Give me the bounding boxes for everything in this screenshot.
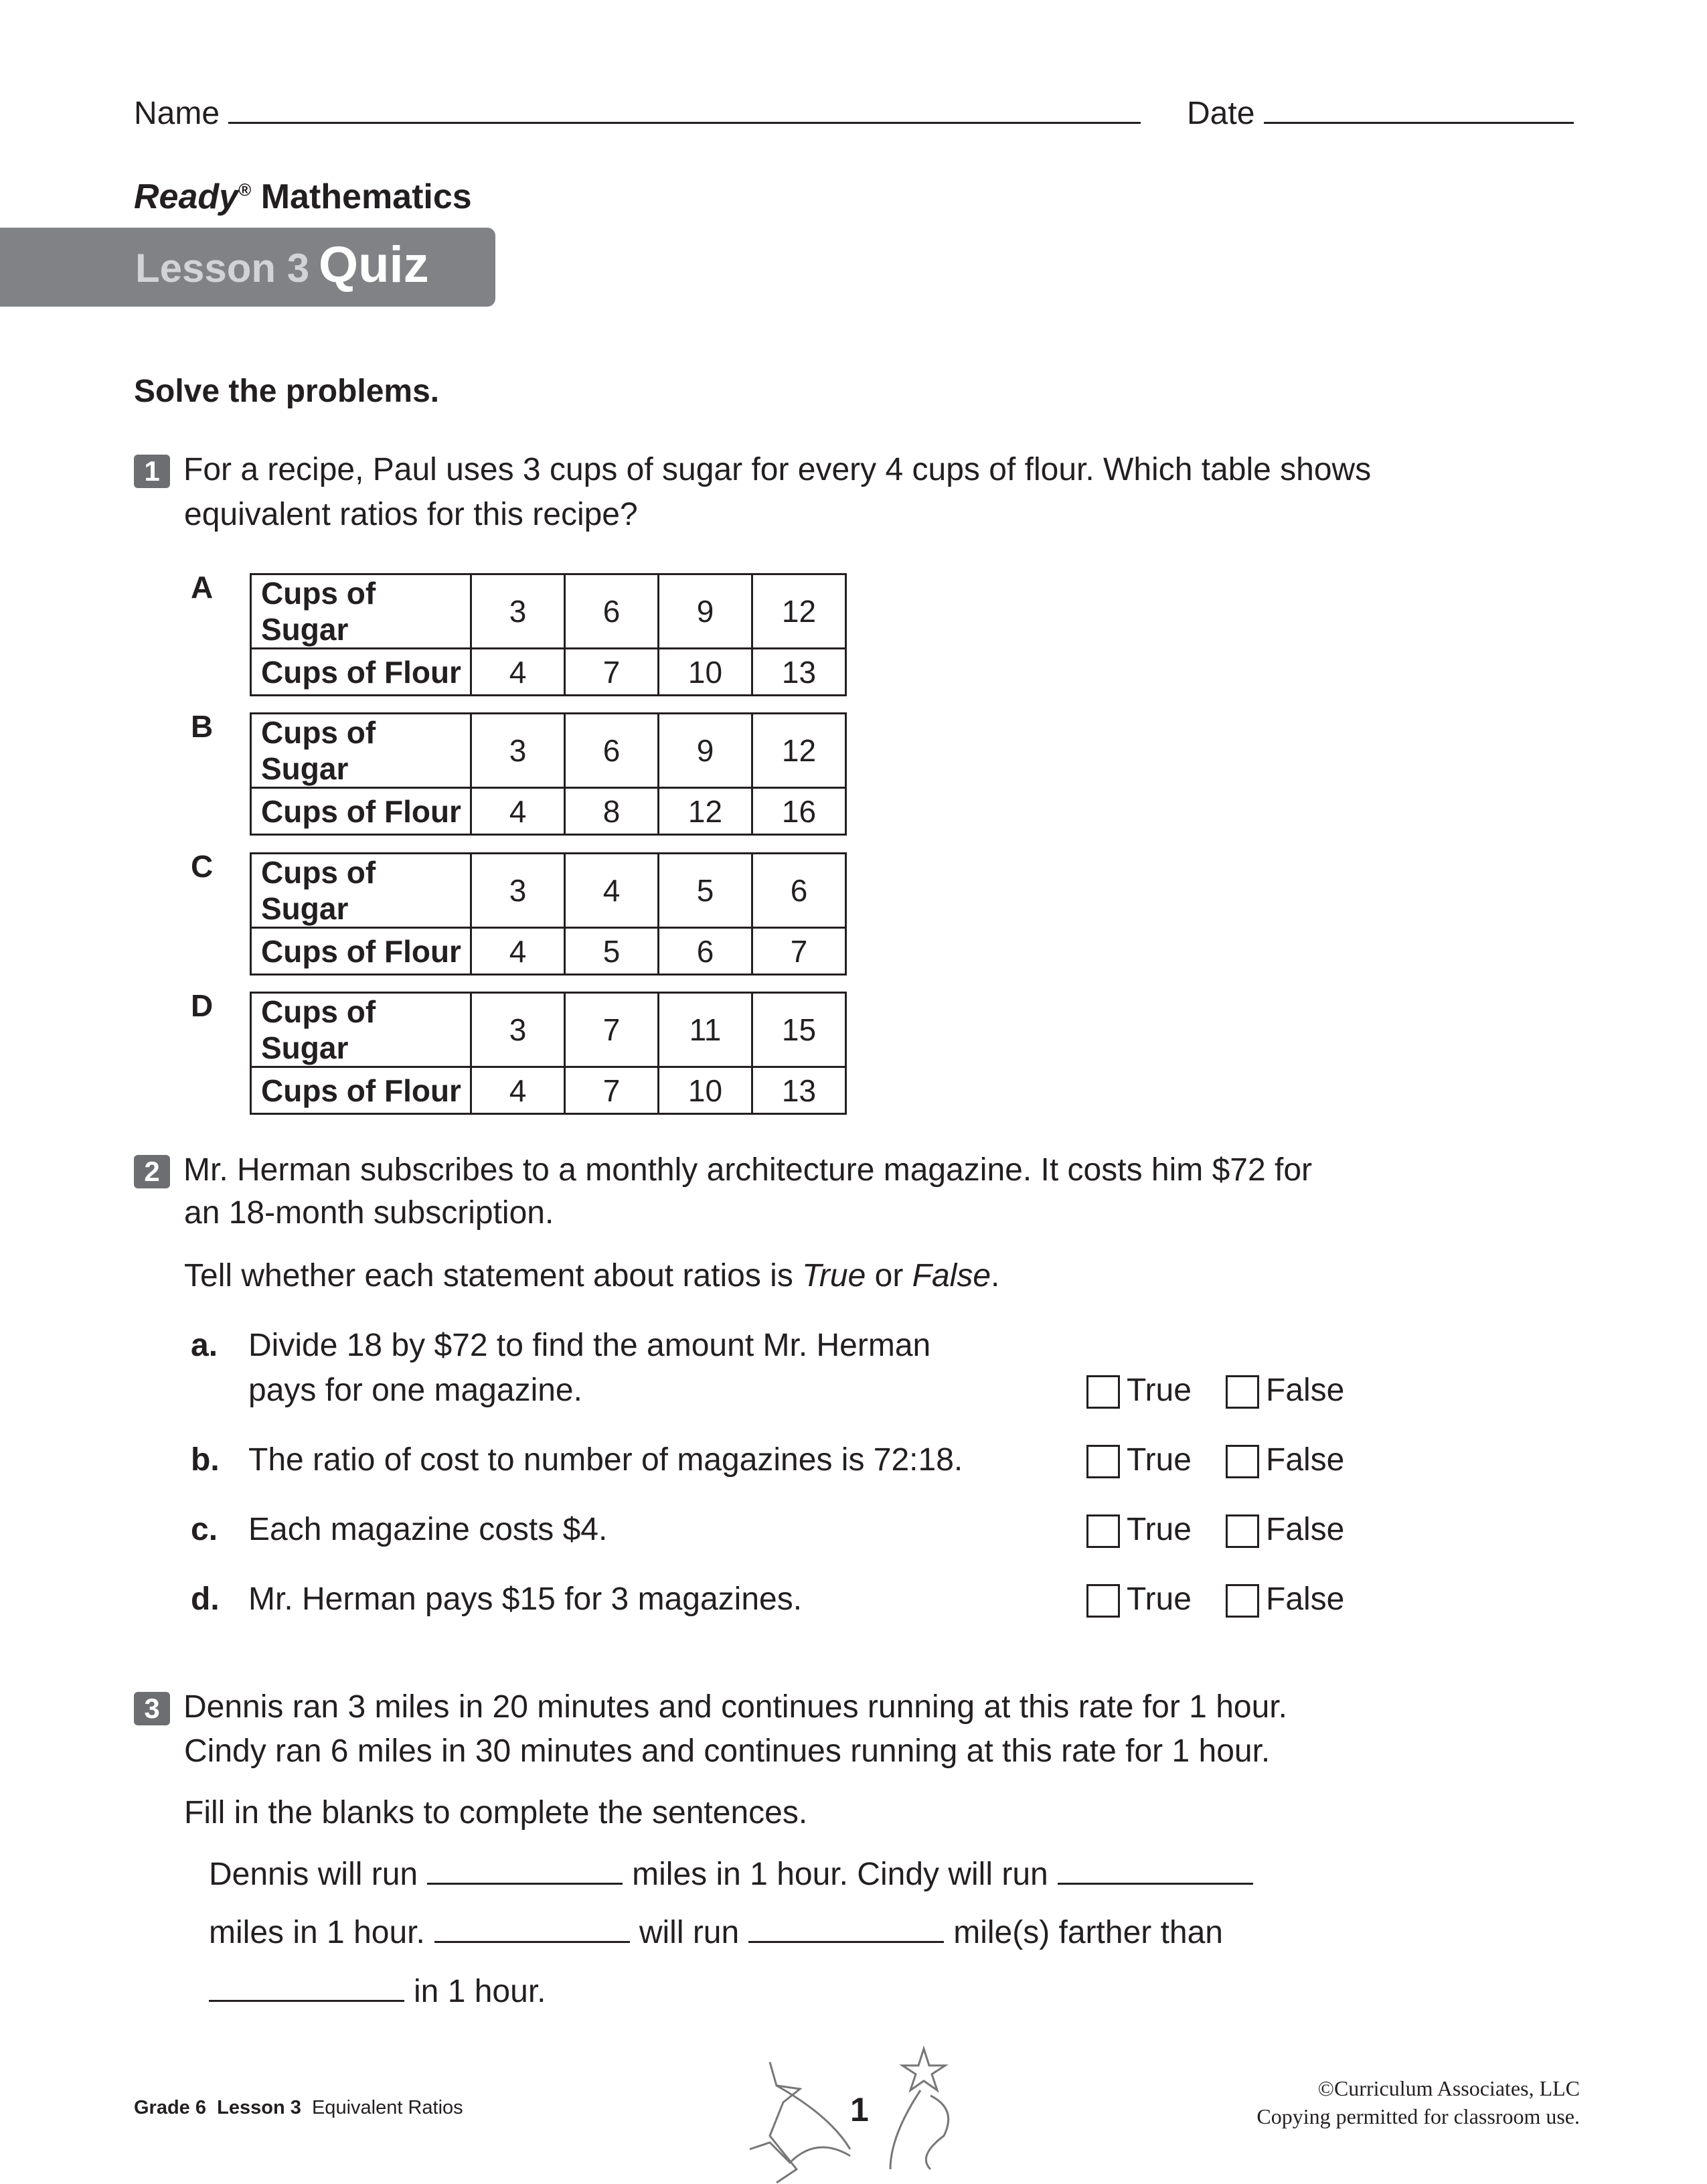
option-c-table[interactable] [250, 852, 847, 976]
table-cell: 10 [659, 1067, 752, 1114]
false-checkbox[interactable] [1226, 1579, 1344, 1620]
table-row [251, 788, 846, 835]
checkbox[interactable] [1226, 1375, 1259, 1409]
statement-text: Each magazine costs $4. [248, 1512, 608, 1547]
checkbox[interactable] [1086, 1375, 1120, 1409]
table-row [251, 993, 846, 1067]
sentence-2: miles in 1 hour. will run mile(s) farther than [209, 1915, 1223, 1950]
checkbox[interactable] [1226, 1584, 1259, 1618]
checkbox[interactable] [1086, 1514, 1120, 1548]
false-checkbox[interactable] [1226, 1440, 1344, 1480]
true-checkbox[interactable] [1086, 1510, 1192, 1550]
checkbox[interactable] [1086, 1584, 1120, 1618]
question-3-prompt: Fill in the blanks to complete the sentences. [184, 1795, 808, 1830]
lesson-banner [0, 228, 495, 307]
item-letter: d. [191, 1581, 220, 1617]
false-label: False [1266, 1442, 1345, 1478]
checkbox[interactable] [1226, 1514, 1259, 1548]
table-cell: 10 [659, 649, 752, 696]
true-label: True [1127, 1581, 1192, 1617]
statement-text: The ratio of cost to number of magazines is 72:18. [248, 1442, 963, 1478]
table-cell: 16 [752, 788, 846, 835]
item-letter: a. [191, 1328, 218, 1363]
row-label: Cups of Flour [251, 649, 471, 696]
false-label: False [1266, 1581, 1345, 1617]
table-cell: 12 [659, 788, 752, 835]
lesson-label: Lesson 3 [135, 246, 310, 291]
row-label: Cups of Flour [251, 928, 471, 975]
option-b-table[interactable] [250, 712, 847, 836]
sentence-1: Dennis will run miles in 1 hour. Cindy will run [209, 1855, 1263, 1895]
table-cell: 7 [752, 928, 846, 975]
table-cell: 9 [659, 714, 752, 788]
option-letter[interactable]: C [191, 849, 214, 884]
row-label: Cups of Sugar [251, 714, 471, 788]
sentence-3: in 1 hour. [209, 1972, 546, 2012]
table-row [251, 1067, 846, 1114]
quiz-label: Quiz [319, 236, 429, 293]
checkbox[interactable] [1086, 1445, 1120, 1478]
option-a-table[interactable] [250, 573, 847, 696]
instructions: Solve the problems. [134, 374, 440, 409]
date-field[interactable] [1187, 94, 1574, 134]
true-checkbox[interactable] [1086, 1440, 1192, 1480]
false-checkbox[interactable] [1226, 1371, 1344, 1411]
option-d-table[interactable] [250, 992, 847, 1115]
table-cell: 4 [471, 788, 565, 835]
date-label: Date [1187, 96, 1255, 131]
table-cell: 6 [659, 928, 752, 975]
table-cell: 15 [752, 993, 846, 1067]
table-row [251, 928, 846, 975]
row-label: Cups of Flour [251, 788, 471, 835]
table-row [251, 854, 846, 928]
question-1-line2: equivalent ratios for this recipe? [184, 497, 638, 532]
name-field[interactable] [134, 94, 1141, 134]
table-cell: 5 [565, 928, 659, 975]
table-cell: 3 [471, 854, 565, 928]
copyright: ©Curriculum Associates, LLC Copying permitted for classroom use. [1256, 2076, 1580, 2128]
table-cell: 4 [471, 928, 565, 975]
blank-dennis-miles[interactable] [427, 1855, 623, 1885]
statement-text: pays for one magazine. [248, 1373, 582, 1408]
true-label: True [1127, 1442, 1192, 1478]
date-line[interactable] [1264, 97, 1574, 124]
checkbox[interactable] [1226, 1445, 1259, 1478]
true-checkbox[interactable] [1086, 1579, 1192, 1620]
table-cell: 12 [752, 574, 846, 649]
table-cell: 4 [565, 854, 659, 928]
false-label: False [1266, 1512, 1345, 1547]
blank-difference[interactable] [748, 1914, 944, 1943]
question-3: 3 Dennis ran 3 miles in 20 minutes and continues running at this rate for 1 hour. [134, 1687, 1287, 1727]
option-letter[interactable]: A [191, 570, 214, 605]
table-cell: 3 [471, 993, 565, 1067]
stars-decoration-icon [730, 2035, 964, 2184]
true-label: True [1127, 1512, 1192, 1547]
blank-cindy-miles[interactable] [1058, 1855, 1253, 1885]
statement-text: Mr. Herman pays $15 for 3 magazines. [248, 1581, 803, 1617]
table-cell: 3 [471, 574, 565, 649]
question-2: 2 Mr. Herman subscribes to a monthly architecture magazine. It costs him $72 for [134, 1150, 1312, 1190]
table-cell: 7 [565, 993, 659, 1067]
true-label: True [1127, 1373, 1192, 1408]
table-cell: 7 [565, 1067, 659, 1114]
blank-runner[interactable] [434, 1914, 630, 1943]
table-cell: 8 [565, 788, 659, 835]
false-label: False [1266, 1373, 1345, 1408]
question-1: 1 For a recipe, Paul uses 3 cups of sugar for every 4 cups of flour. Which table shows [134, 450, 1371, 490]
question-2-prompt: Tell whether each statement about ratios is True or False. [184, 1258, 1000, 1294]
table-cell: 3 [471, 714, 565, 788]
table-cell: 12 [752, 714, 846, 788]
page-number: 1 [850, 2091, 869, 2128]
series-title: Ready® Mathematics [134, 177, 472, 216]
false-checkbox[interactable] [1226, 1510, 1344, 1550]
name-line[interactable] [228, 97, 1141, 124]
row-label: Cups of Flour [251, 1067, 471, 1114]
row-label: Cups of Sugar [251, 993, 471, 1067]
table-cell: 13 [752, 1067, 846, 1114]
row-label: Cups of Sugar [251, 854, 471, 928]
question-3-line2: Cindy ran 6 miles in 30 minutes and continues running at this rate for 1 hour. [184, 1733, 1271, 1769]
option-letter[interactable]: D [191, 988, 214, 1023]
item-letter: b. [191, 1442, 220, 1478]
table-cell: 4 [471, 1067, 565, 1114]
table-cell: 11 [659, 993, 752, 1067]
table-cell: 4 [471, 649, 565, 696]
item-letter: c. [191, 1512, 218, 1547]
table-row [251, 649, 846, 696]
table-cell: 9 [659, 574, 752, 649]
footer-lesson: Grade 6 Lesson 3 Equivalent Ratios [134, 2097, 463, 2118]
table-row [251, 714, 846, 788]
row-label: Cups of Sugar [251, 574, 471, 649]
table-cell: 6 [752, 854, 846, 928]
question-2-line2: an 18-month subscription. [184, 1195, 554, 1231]
table-cell: 5 [659, 854, 752, 928]
true-checkbox[interactable] [1086, 1371, 1192, 1411]
option-letter[interactable]: B [191, 709, 214, 744]
table-cell: 6 [565, 574, 659, 649]
table-cell: 7 [565, 649, 659, 696]
statement-text: Divide 18 by $72 to find the amount Mr. Herman [248, 1328, 931, 1363]
table-cell: 13 [752, 649, 846, 696]
blank-other-runner[interactable] [209, 1972, 404, 2002]
table-row [251, 574, 846, 649]
name-label: Name [134, 96, 220, 131]
table-cell: 6 [565, 714, 659, 788]
